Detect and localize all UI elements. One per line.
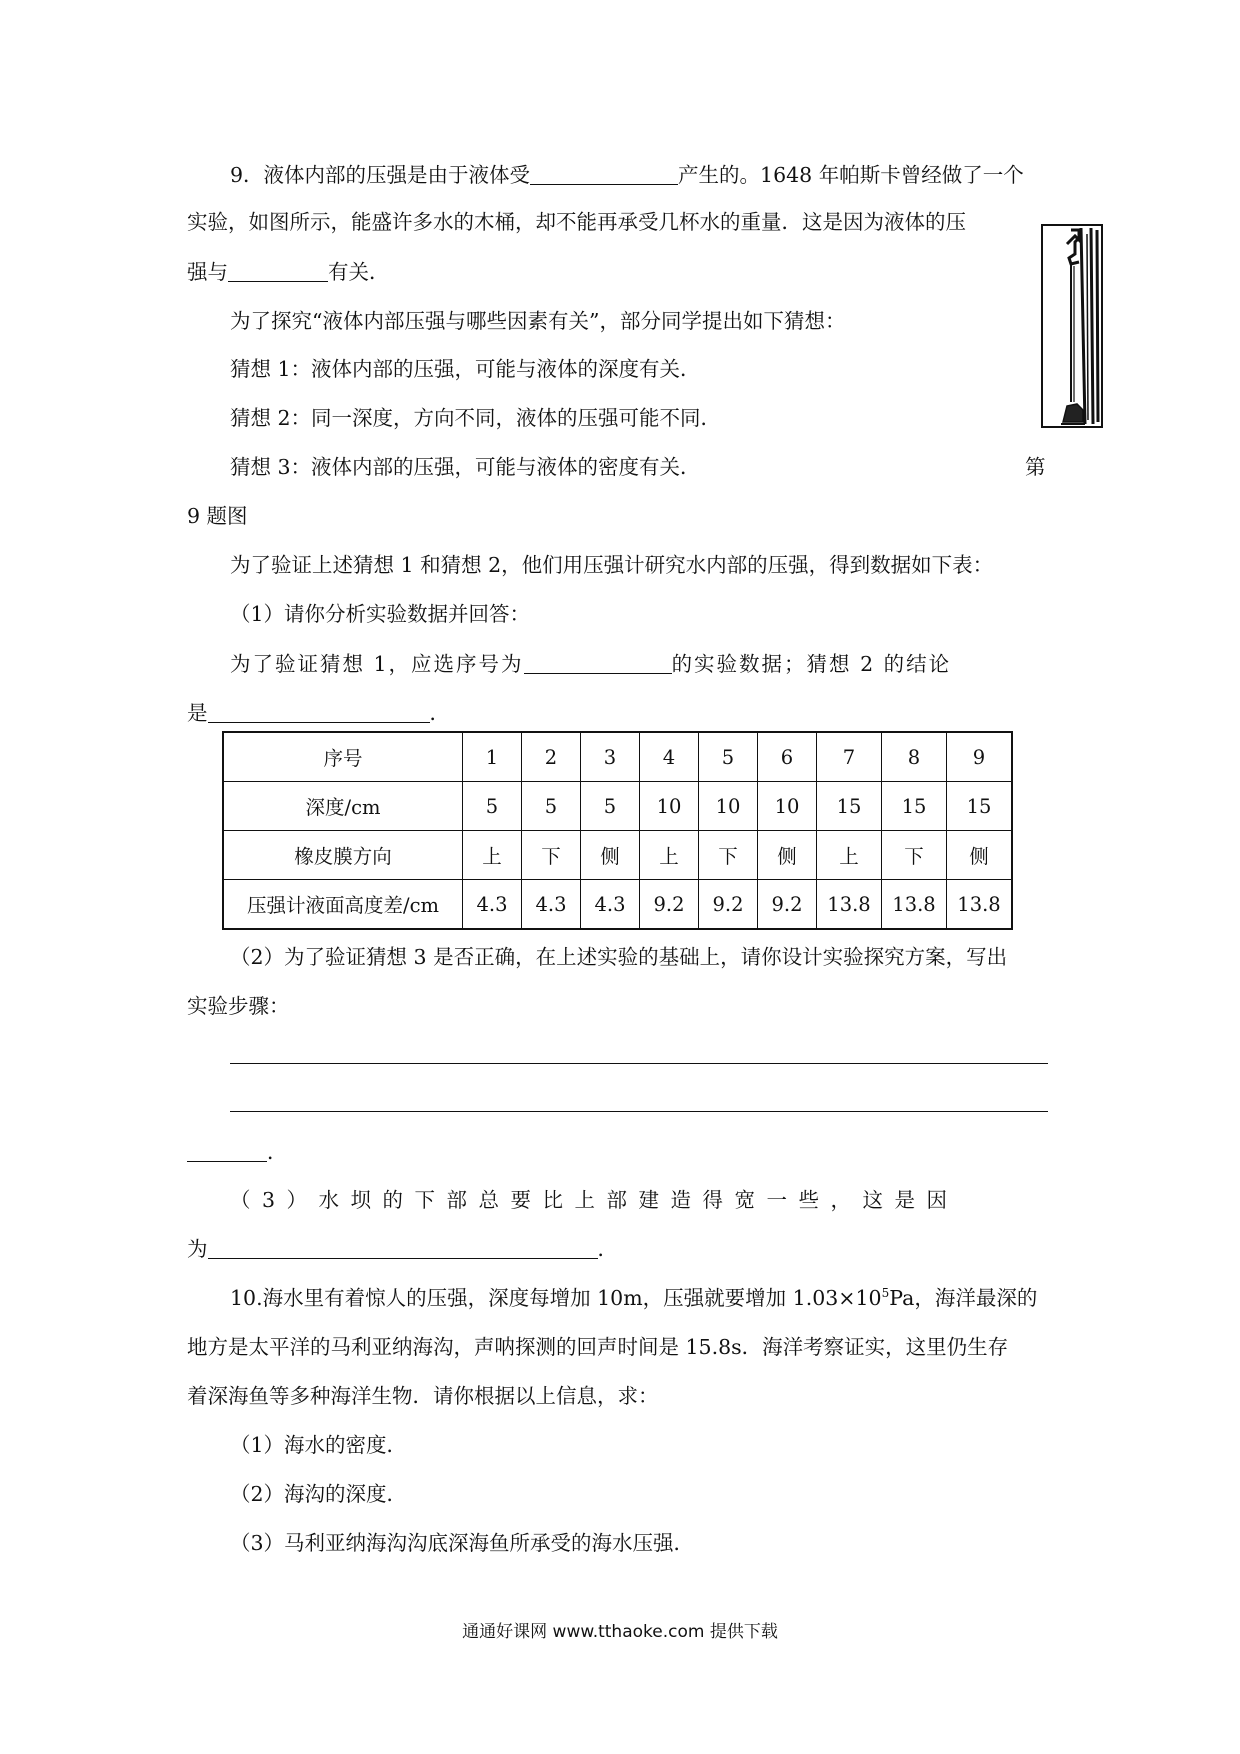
table-cell: 侧 <box>581 831 640 880</box>
table-cell: 9 <box>947 732 1013 782</box>
row-header: 序号 <box>223 732 463 782</box>
table-cell: 2 <box>522 732 581 782</box>
q9-part2-line2: 实验步骤： <box>187 994 290 1018</box>
q9-part2-end-line <box>187 1141 288 1163</box>
q9-part1-heading: （1）请你分析实验数据并回答： <box>230 602 531 626</box>
answer-blank-force[interactable] <box>530 164 678 185</box>
q9-intro: 为了探究“液体内部压强与哪些因素有关”，部分同学提出如下猜想： <box>230 309 846 333</box>
table-cell: 10 <box>699 782 758 831</box>
guess-1: 猜想 1：液体内部的压强，可能与液体的深度有关． <box>230 357 701 381</box>
q9-part1-text-a: 为了验证猜想 1，应选序号为 <box>230 652 524 676</box>
guess-2: 猜想 2：同一深度，方向不同，液体的压强可能不同． <box>230 406 722 430</box>
q10-line1-end: Pa，海洋最深的 <box>889 1286 1038 1310</box>
q9-part1-line <box>230 653 951 675</box>
q9-line3-end: 有关． <box>328 260 390 284</box>
table-cell: 3 <box>581 732 640 782</box>
table-cell: 15 <box>817 782 882 831</box>
q9-line1 <box>230 164 1024 186</box>
answer-line-1[interactable] <box>230 1063 1048 1064</box>
table-cell: 4.3 <box>522 880 581 930</box>
answer-blank-sequence[interactable] <box>524 653 672 674</box>
q9-part2-line1: （2）为了验证猜想 3 是否正确，在上述实验的基础上，请你设计实验探究方案，写出 <box>230 945 1008 969</box>
table-cell: 4.3 <box>581 880 640 930</box>
answer-blank-steps-end[interactable] <box>187 1141 267 1162</box>
table-cell: 7 <box>817 732 882 782</box>
table-cell: 4.3 <box>463 880 522 930</box>
table-cell: 侧 <box>758 831 817 880</box>
table-cell: 上 <box>640 831 699 880</box>
q10-line2: 地方是太平洋的马利亚纳海沟，声呐探测的回声时间是 15.8s．海洋考察证实，这里仍生存 <box>187 1335 1009 1359</box>
table-cell: 13.8 <box>882 880 947 930</box>
q9-line2: 实验，如图所示，能盛许多水的木桶，却不能再承受几杯水的重量．这是因为液体的压 <box>187 210 966 234</box>
table-cell: 8 <box>882 732 947 782</box>
table-row <box>223 831 1012 880</box>
table-cell: 13.8 <box>947 880 1013 930</box>
figure-caption-part2: 9 题图 <box>187 504 248 528</box>
table-cell: 下 <box>699 831 758 880</box>
table-cell: 9.2 <box>699 880 758 930</box>
table-cell: 10 <box>640 782 699 831</box>
answer-blank-factor[interactable] <box>228 261 328 282</box>
q10-line1-start: 10.海水里有着惊人的压强，深度每增加 10m，压强就要增加 1.03×10 <box>230 1286 882 1310</box>
pascal-barrel-figure <box>1041 224 1103 428</box>
table-cell: 5 <box>463 782 522 831</box>
table-cell: 15 <box>882 782 947 831</box>
experiment-data-table <box>222 731 1013 930</box>
table-cell: 5 <box>522 782 581 831</box>
q9-line1-end: 产生的。1648 年帕斯卡曾经做了一个 <box>678 163 1024 187</box>
q10-sub2: （2）海沟的深度． <box>230 1482 408 1506</box>
exponent: 5 <box>881 1286 890 1300</box>
table-cell: 上 <box>817 831 882 880</box>
table-cell: 13.8 <box>817 880 882 930</box>
row-header: 压强计液面高度差/cm <box>223 880 463 930</box>
answer-blank-dam[interactable] <box>208 1238 598 1259</box>
q9-verify: 为了验证上述猜想 1 和猜想 2，他们用压强计研究水内部的压强，得到数据如下表： <box>230 553 994 577</box>
table-cell: 侧 <box>947 831 1013 880</box>
table-row <box>223 782 1012 831</box>
q10-line3: 着深海鱼等多种海洋生物．请你根据以上信息，求： <box>187 1384 659 1408</box>
q9-part1-text-b: 的实验数据；猜想 2 的结论 <box>671 652 952 676</box>
q9-part3-line1: （3）水坝的下部总要比上部建造得宽一些，这是因 <box>230 1188 959 1212</box>
q9-part3-line2 <box>187 1238 618 1260</box>
table-cell: 4 <box>640 732 699 782</box>
table-cell: 5 <box>699 732 758 782</box>
answer-blank-conclusion[interactable] <box>208 702 430 723</box>
table-cell: 9.2 <box>758 880 817 930</box>
table-row <box>223 880 1012 930</box>
row-header: 深度/cm <box>223 782 463 831</box>
table-cell: 10 <box>758 782 817 831</box>
q9-line3-start: 强与 <box>187 260 228 284</box>
q9-part3-end: ． <box>597 1237 618 1261</box>
q10-sub3: （3）马利亚纳海沟沟底深海鱼所承受的海水压强． <box>230 1531 695 1555</box>
table-row <box>223 732 1012 782</box>
q9-line1-start: 9．液体内部的压强是由于液体受 <box>230 163 531 187</box>
q9-part3-text: 为 <box>187 1237 208 1261</box>
table-cell: 下 <box>882 831 947 880</box>
q9-line3 <box>187 261 390 283</box>
figure-caption-part1: 第 <box>1025 455 1046 479</box>
table-cell: 下 <box>522 831 581 880</box>
table-cell: 9.2 <box>640 880 699 930</box>
q9-part1-text-c: 是 <box>187 701 208 725</box>
table-cell: 15 <box>947 782 1013 831</box>
answer-line-2[interactable] <box>230 1111 1048 1112</box>
q10-sub1: （1）海水的密度． <box>230 1433 408 1457</box>
q9-part2-end: ． <box>267 1140 288 1164</box>
table-cell: 1 <box>463 732 522 782</box>
table-cell: 5 <box>581 782 640 831</box>
q10-line1 <box>230 1288 1037 1309</box>
page-footer: 通通好课网 www.tthaoke.com 提供下载 <box>462 1622 778 1642</box>
guess-3: 猜想 3：液体内部的压强，可能与液体的密度有关． <box>230 455 701 479</box>
row-header: 橡皮膜方向 <box>223 831 463 880</box>
q9-part1-line2 <box>187 702 450 724</box>
table-cell: 上 <box>463 831 522 880</box>
q9-part1-end: ． <box>429 701 450 725</box>
table-cell: 6 <box>758 732 817 782</box>
